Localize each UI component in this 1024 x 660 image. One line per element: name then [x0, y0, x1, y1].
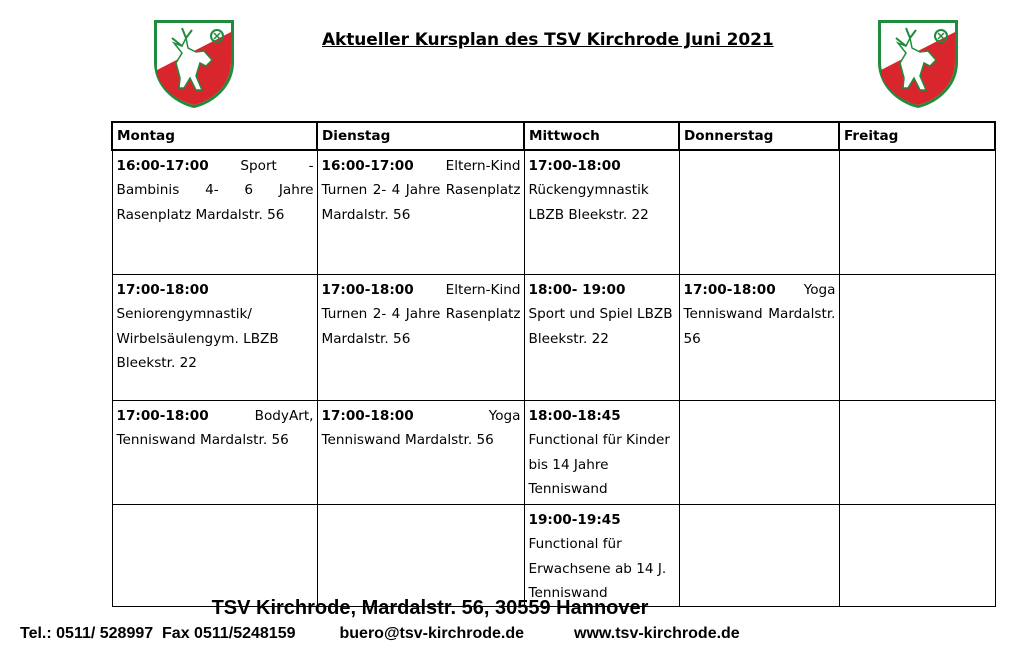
page-title: Aktueller Kursplan des TSV Kirchrode Juni 2021: [322, 30, 774, 50]
schedule-cell-empty: [839, 504, 995, 606]
course-info: Sport und Spiel LBZB Bleekstr. 22: [528, 306, 673, 347]
footer-email: buero@tsv-kirchrode.de: [339, 625, 525, 642]
course-time: 19:00-19:45: [528, 511, 621, 528]
course-time: 18:00- 19:00: [528, 281, 626, 298]
schedule-cell-empty: [679, 504, 839, 606]
course-schedule-table: [111, 121, 996, 607]
course-info: Eltern-Kind Turnen 2- 4 Jahre Rasenplatz Mardalstr. 56: [321, 157, 521, 223]
schedule-cell: [317, 400, 524, 504]
footer-address: TSV Kirchrode, Mardalstr. 56, 30559 Hannover: [211, 597, 649, 619]
schedule-cell: [317, 274, 524, 400]
col-header-montag: Montag: [112, 122, 317, 150]
course-time: 17:00-18:00: [116, 281, 209, 298]
course-info: BodyArt, Tenniswand Mardalstr. 56: [116, 407, 314, 448]
table-row: [112, 504, 995, 606]
course-time: 16:00-17:00: [321, 157, 414, 174]
course-info: Sport - Bambinis 4- 6 Jahre Rasenplatz Mardalstr. 56: [116, 157, 314, 223]
schedule-cell-empty: [317, 504, 524, 606]
footer-phone: Tel.: 0511/ 528997: [20, 625, 154, 642]
course-info: Seniorengymnastik/ Wirbelsäulengym. LBZB Bleekstr. 22: [116, 306, 279, 371]
table-header-row: [112, 122, 995, 150]
club-logo-left: [152, 18, 236, 110]
club-logo-right: [876, 18, 960, 110]
schedule-cell: [317, 150, 524, 275]
schedule-cell-empty: [839, 400, 995, 504]
schedule-cell: [524, 400, 679, 504]
col-header-mittwoch: Mittwoch: [524, 122, 679, 150]
schedule-cell: [112, 274, 317, 400]
course-time: 17:00-18:00: [683, 281, 776, 298]
course-info: Yoga Tenniswand Mardalstr. 56: [321, 407, 521, 448]
schedule-cell: [679, 274, 839, 400]
footer-fax: Fax 0511/5248159: [162, 625, 296, 642]
table-row: [112, 150, 995, 275]
schedule-cell: [112, 150, 317, 275]
col-header-donnerstag: Donnerstag: [679, 122, 839, 150]
schedule-cell: [112, 400, 317, 504]
course-time: 17:00-18:00: [116, 407, 209, 424]
course-time: 17:00-18:00: [528, 157, 621, 174]
course-time: 18:00-18:45: [528, 407, 621, 424]
schedule-cell: [524, 504, 679, 606]
course-time: 16:00-17:00: [116, 157, 209, 174]
schedule-cell-empty: [839, 150, 995, 275]
schedule-cell-empty: [679, 150, 839, 275]
schedule-cell-empty: [112, 504, 317, 606]
schedule-cell-empty: [839, 274, 995, 400]
course-info: Eltern-Kind Turnen 2- 4 Jahre Rasenplatz Mardalstr. 56: [321, 281, 521, 347]
table-row: [112, 274, 995, 400]
col-header-dienstag: Dienstag: [317, 122, 524, 150]
course-info: Functional für Kinder bis 14 Jahre Tenniswand: [528, 432, 670, 497]
col-header-freitag: Freitag: [839, 122, 995, 150]
course-info: Rückengymnastik LBZB Bleekstr. 22: [528, 182, 649, 223]
schedule-cell: [524, 274, 679, 400]
footer-contact: [20, 625, 740, 643]
course-time: 17:00-18:00: [321, 407, 414, 424]
course-time: 17:00-18:00: [321, 281, 414, 298]
course-info: Yoga Tenniswand Mardalstr. 56: [683, 281, 836, 347]
table-row: [112, 400, 995, 504]
footer-website: www.tsv-kirchrode.de: [574, 625, 740, 642]
schedule-cell-empty: [679, 400, 839, 504]
schedule-cell: [524, 150, 679, 275]
course-info: Functional für Erwachsene ab 14 J. Tenniswand: [528, 536, 667, 601]
